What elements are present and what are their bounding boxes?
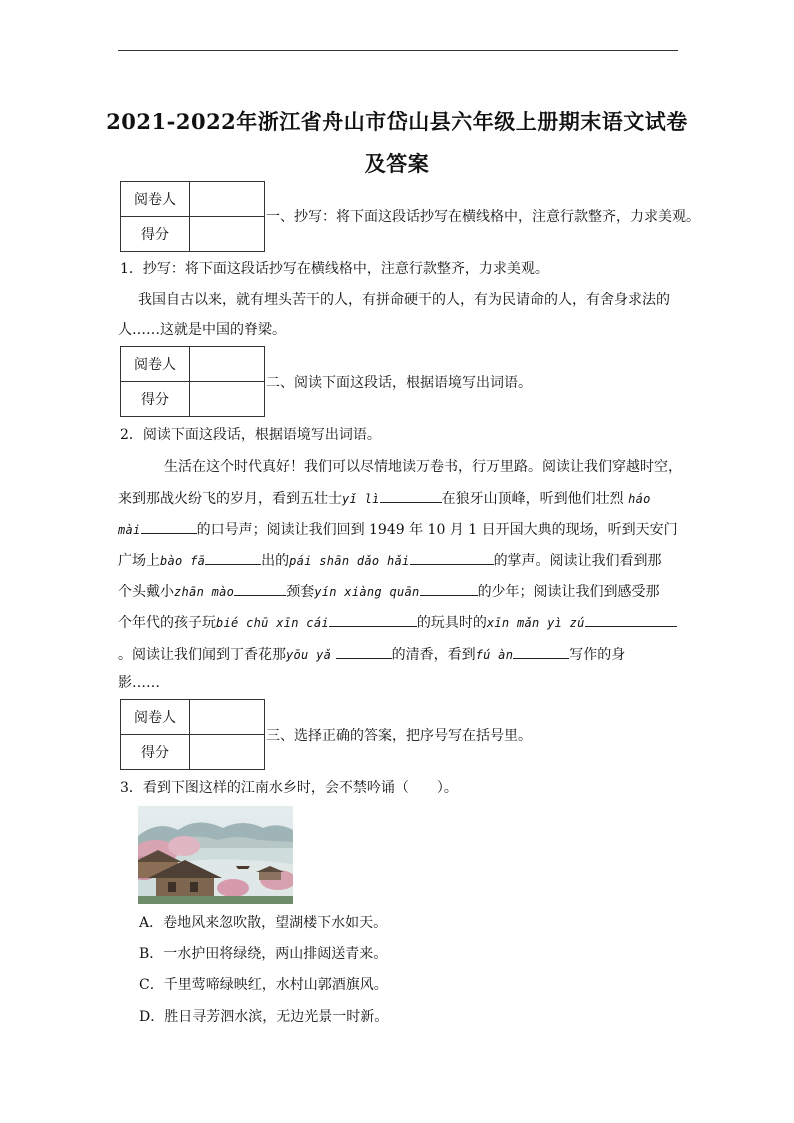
reviewer-label: 阅卷人 [121,182,190,217]
question-1: 1．抄写：将下面这段话抄写在横线格中，注意行款整齐，力求美观。 [120,261,549,277]
reading-line-1 [164,458,682,476]
top-rule [118,50,678,51]
section3-heading: 三、选择正确的答案，把序号写在括号里。 [266,728,532,744]
pinyin: háo [628,492,651,506]
score-label: 得分 [121,217,190,252]
pinyin: pái shān dǎo hǎi [289,554,410,568]
section1-heading: 一、抄写：将下面这段话抄写在横线格中，注意行款整齐，力求美观。 [266,209,700,225]
reading-line-6 [118,612,677,632]
text: 颈套 [286,584,315,600]
answer-blank[interactable] [329,612,417,627]
text: 的玩具时的 [416,615,487,631]
text: 的口号声；阅读让我们回到 1949 年 10 月 1 日开国大典的现场，听到天安门 [196,522,678,538]
reading-line-4 [118,550,662,570]
pinyin: zhān mào [174,585,235,599]
jiangnan-village-illustration [138,806,293,904]
reviewer-cell[interactable] [190,700,265,735]
text: 个年代的孩子玩 [118,615,216,631]
pinyin: yōu yǎ [286,648,332,662]
score-label: 得分 [121,735,190,770]
answer-blank[interactable] [513,644,569,659]
answer-blank[interactable] [410,550,494,565]
page-title: 2021-2022年浙江省舟山市岱山县六年级上册期末语文试卷 [106,109,688,134]
text: 生活在这个时代真好！我们可以尽情地读万卷书，行万里路。阅读让我们穿越时空， [164,459,682,475]
text: 个头戴小 [118,584,174,600]
reading-line-8: 影…… [118,675,160,691]
score-box-2 [120,346,265,417]
question-3: 3．看到下图这样的江南水乡时，会不禁吟诵（ ）。 [120,780,458,796]
passage-line-1: 我国自古以来，就有埋头苦干的人，有拼命硬干的人，有为民请命的人，有舍身求法的 [138,292,670,308]
pinyin: yín xiàng quān [314,585,420,599]
passage-line-2: 人……这就是中国的脊梁。 [118,322,286,338]
pinyin: fú àn [475,648,514,662]
answer-blank[interactable] [380,488,442,503]
answer-blank[interactable] [420,581,478,596]
option-b[interactable]: B．一水护田将绿绕，两山排闼送青来。 [139,946,388,962]
option-c[interactable]: C．千里莺啼绿映红，水村山郭酒旗风。 [139,977,388,993]
question-2: 2．阅读下面这段话，根据语境写出词语。 [120,427,381,443]
option-d[interactable]: D．胜日寻芳泗水滨，无边光景一时新。 [139,1009,389,1025]
text: 广场上 [118,553,160,569]
pinyin: bié chū xīn cái [216,616,329,630]
score-label: 得分 [121,382,190,417]
reading-line-3 [118,519,678,539]
page-title-line2: 及答案 [364,151,430,176]
reviewer-label: 阅卷人 [121,347,190,382]
score-box-3 [120,699,265,770]
reading-line-7 [118,644,625,664]
text: 写作的身 [569,647,626,663]
text: 。阅读让我们闻到丁香花那 [118,647,286,663]
option-a[interactable]: A．卷地风来忽吹散，望湖楼下水如天。 [139,915,388,931]
text: 的清香，看到 [391,647,476,663]
text: 的掌声。阅读让我们看到那 [493,553,662,569]
pinyin: bào fā [160,554,206,568]
text: 来到那战火纷飞的岁月，看到五壮士 [118,491,342,507]
pinyin: mài [118,523,141,537]
text: 出的 [261,553,290,569]
section2-heading: 二、阅读下面这段话，根据语境写出词语。 [266,375,532,391]
reading-line-5 [118,581,660,601]
answer-blank[interactable] [234,581,286,596]
reviewer-cell[interactable] [190,182,265,217]
reviewer-label: 阅卷人 [121,700,190,735]
score-box-1 [120,181,265,252]
answer-blank[interactable] [336,644,392,659]
score-cell[interactable] [190,735,265,770]
text: 的少年；阅读让我们到感受那 [477,584,660,600]
reading-line-2 [118,488,651,508]
answer-blank[interactable] [585,612,677,627]
reviewer-cell[interactable] [190,347,265,382]
answer-blank[interactable] [205,550,261,565]
score-cell[interactable] [190,217,265,252]
text: 在狼牙山顶峰，听到他们壮烈 [441,491,624,507]
score-cell[interactable] [190,382,265,417]
pinyin: yǐ lì [342,492,380,506]
pinyin: xīn mǎn yì zú [486,616,585,630]
answer-blank[interactable] [141,519,197,534]
